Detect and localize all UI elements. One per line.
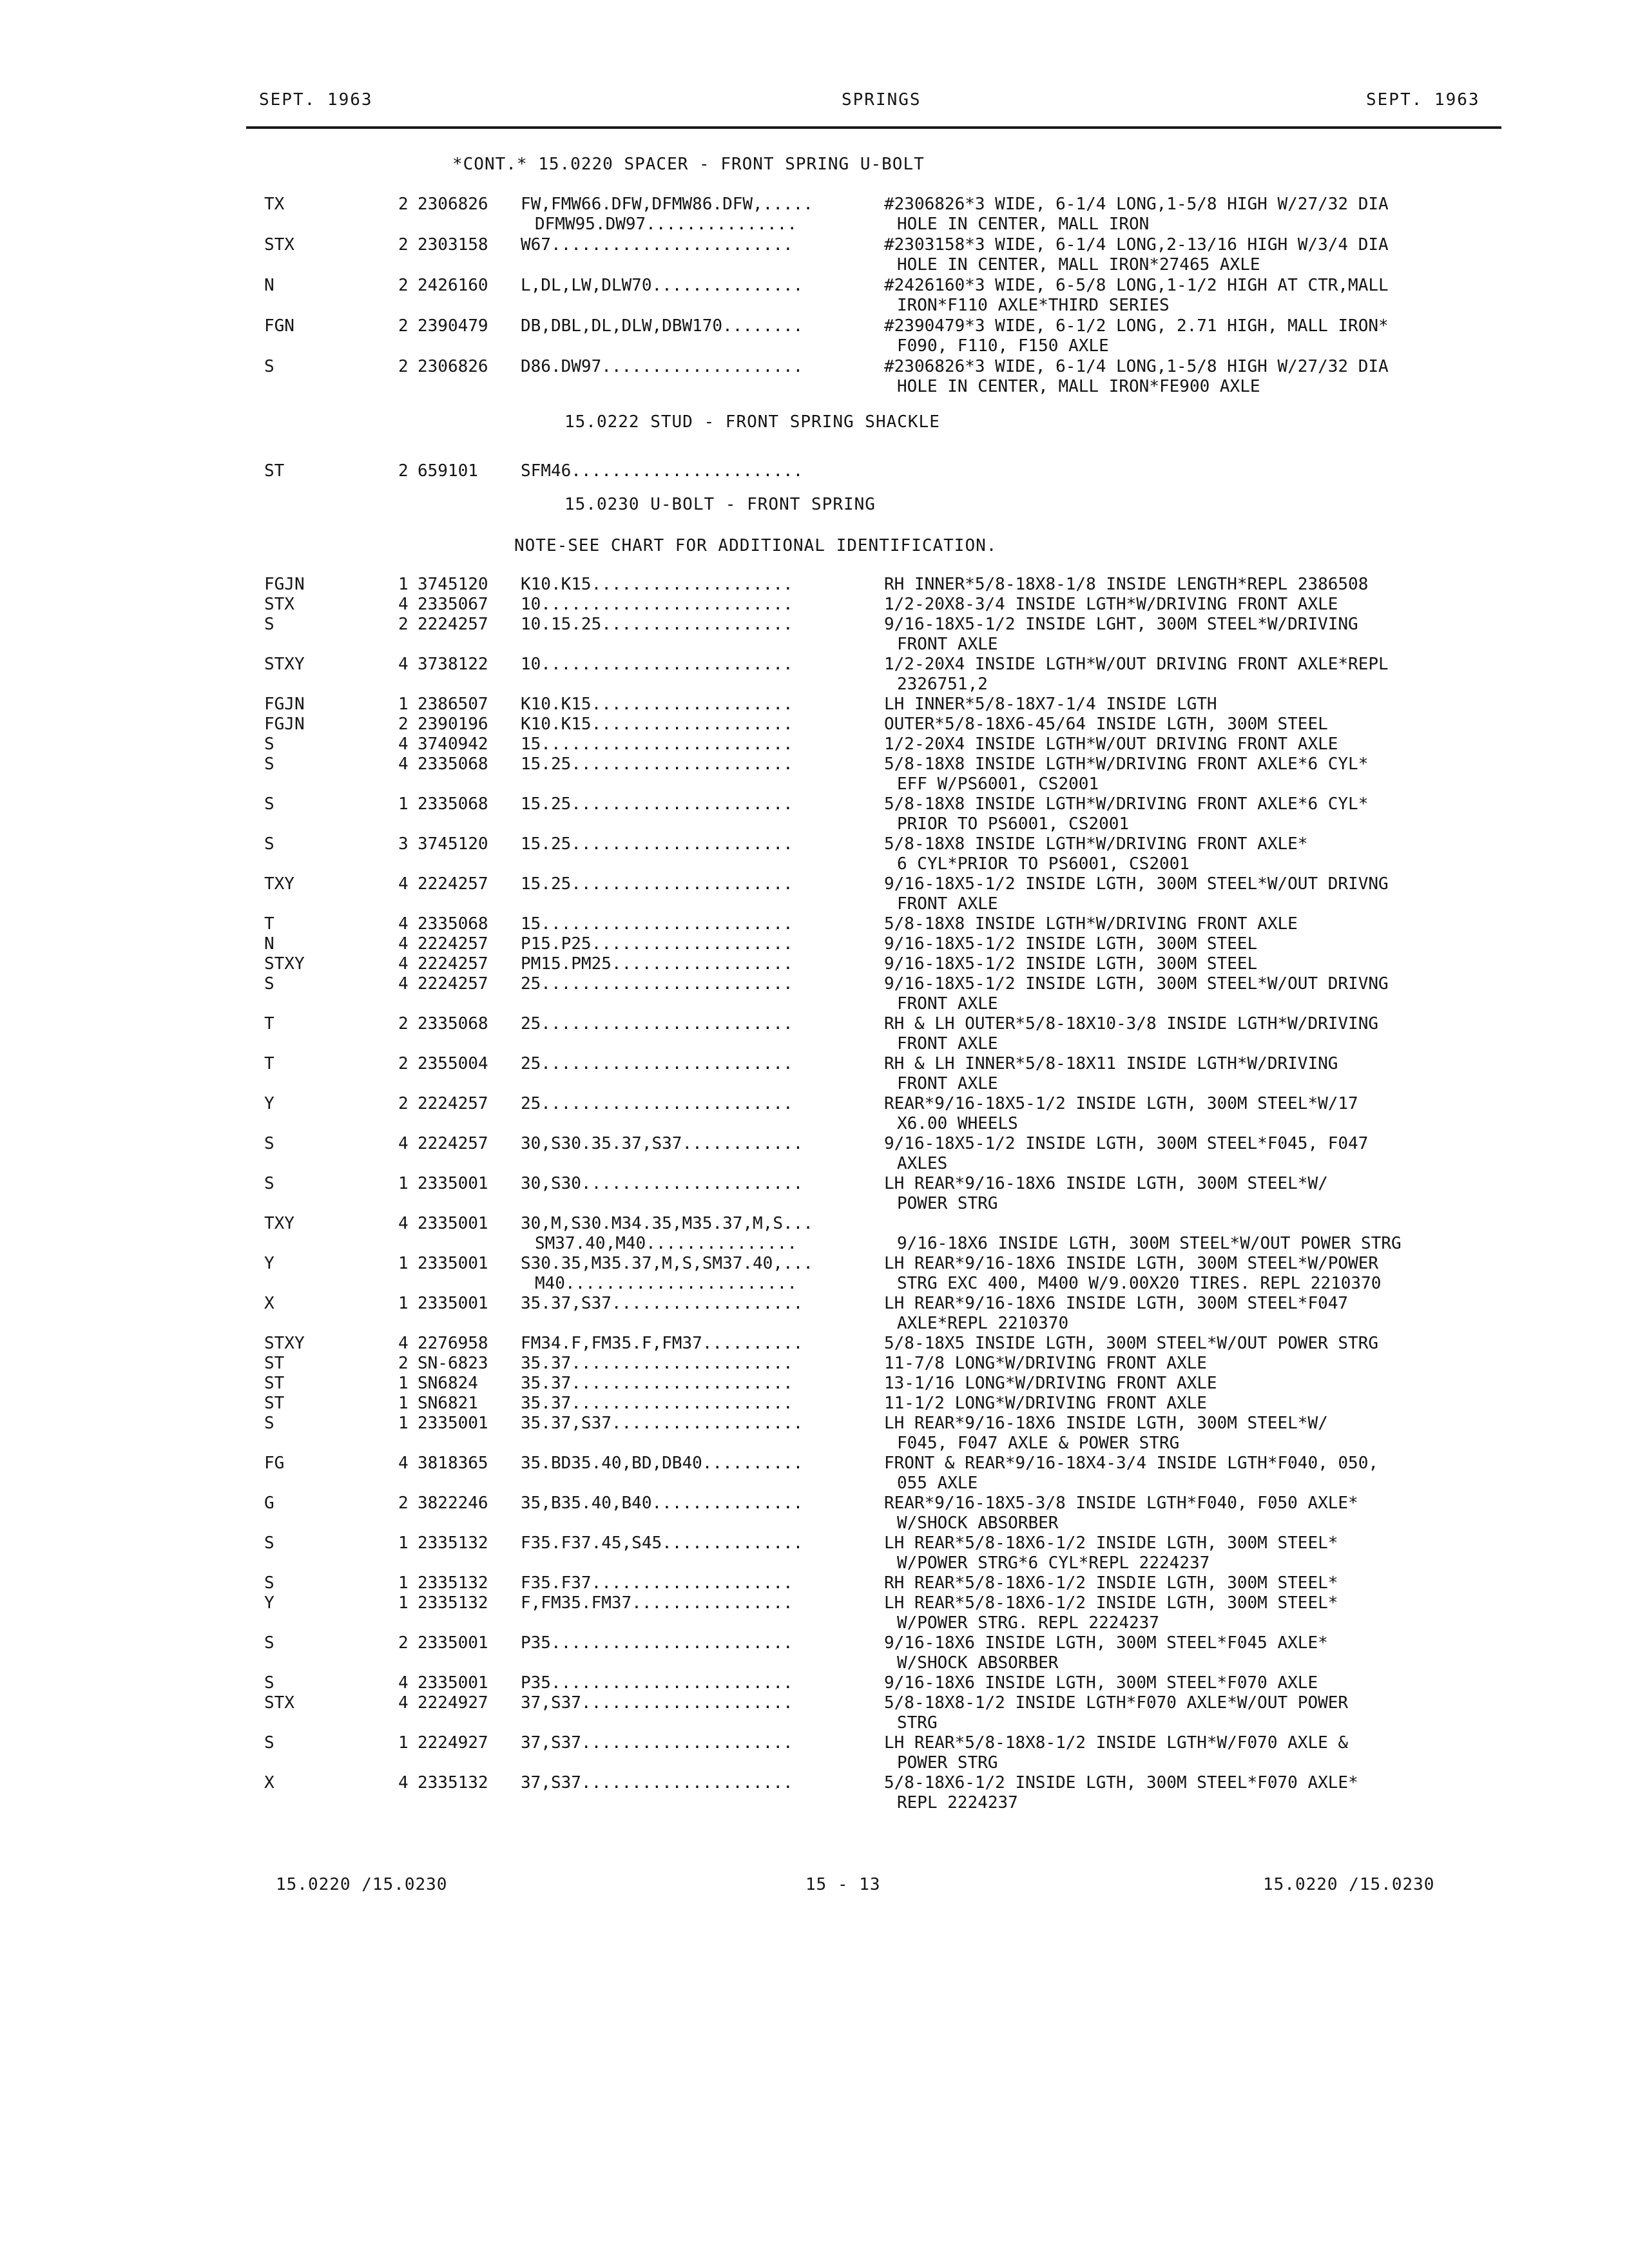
row-qty: 2: [398, 1633, 409, 1653]
row-code: TXY: [264, 874, 294, 894]
row-code: S: [264, 357, 275, 376]
row-part-number: 2355004: [418, 1054, 488, 1073]
row-model: L,DL,LW,DLW70...............: [521, 276, 804, 295]
row-code: FGJN: [264, 575, 305, 594]
row-qty: 4: [398, 1693, 409, 1713]
row-description: LH REAR*9/16-18X6 INSIDE LGTH, 300M STEEL*W/POWER: [884, 1254, 1379, 1273]
row-model: 15.25......................: [521, 794, 793, 814]
row-qty: 1: [398, 1573, 409, 1593]
row-part-number: 2224257: [418, 974, 488, 994]
row-part-number: 3745120: [418, 575, 488, 594]
row-qty: 2: [398, 1014, 409, 1033]
row-description: #2390479*3 WIDE, 6-1/2 LONG, 2.71 HIGH, MALL IRON*: [884, 316, 1389, 336]
row-code: FGN: [264, 316, 294, 336]
row-description: 9/16-18X5-1/2 INSIDE LGTH, 300M STEEL*F045, F047: [884, 1134, 1369, 1153]
row-description: 1/2-20X8-3/4 INSIDE LGTH*W/DRIVING FRONT AXLE: [884, 595, 1338, 614]
row-description: FRONT AXLE: [897, 994, 998, 1014]
row-description: 6 CYL*PRIOR TO PS6001, CS2001: [897, 854, 1190, 874]
section-note: NOTE-SEE CHART FOR ADDITIONAL IDENTIFICATION.: [514, 536, 998, 555]
row-part-number: 2224927: [418, 1693, 488, 1713]
row-description: FRONT AXLE: [897, 1034, 998, 1053]
row-model: P35........................: [521, 1673, 793, 1693]
row-qty: 4: [398, 595, 409, 614]
row-qty: 2: [398, 357, 409, 376]
row-description: LH REAR*5/8-18X6-1/2 INSIDE LGTH, 300M STEEL*: [884, 1593, 1338, 1613]
row-qty: 2: [398, 316, 409, 336]
row-code: S: [264, 1733, 275, 1753]
row-part-number: SN-6823: [418, 1354, 488, 1373]
row-qty: 1: [398, 1374, 409, 1393]
row-code: T: [264, 914, 275, 934]
row-model: 25.........................: [521, 1014, 793, 1033]
row-code: X: [264, 1773, 275, 1792]
header-date-left: SEPT. 1963: [259, 90, 373, 110]
row-part-number: 2224257: [418, 1134, 488, 1153]
row-model: 30,S30......................: [521, 1174, 804, 1193]
row-model: 25.........................: [521, 1054, 793, 1073]
row-description: EFF W/PS6001, CS2001: [897, 774, 1099, 794]
row-description: 5/8-18X6-1/2 INSIDE LGTH, 300M STEEL*F070 AXLE*: [884, 1773, 1358, 1792]
row-description: REAR*9/16-18X5-1/2 INSIDE LGTH, 300M STEEL*W/17: [884, 1094, 1358, 1113]
row-model: P15.P25....................: [521, 934, 793, 954]
row-qty: 4: [398, 1673, 409, 1693]
row-description: 11-1/2 LONG*W/DRIVING FRONT AXLE: [884, 1394, 1207, 1413]
row-model: 35,B35.40,B40...............: [521, 1494, 804, 1513]
header-rule: [246, 126, 1501, 129]
row-model: D86.DW97....................: [521, 357, 804, 376]
row-description: OUTER*5/8-18X6-45/64 INSIDE LGTH, 300M STEEL: [884, 715, 1328, 734]
row-part-number: 2335001: [418, 1414, 488, 1433]
row-code: T: [264, 1014, 275, 1033]
row-qty: 4: [398, 1134, 409, 1153]
row-part-number: 2276958: [418, 1334, 488, 1353]
row-part-number: 2335001: [418, 1174, 488, 1193]
row-part-number: 2386507: [418, 695, 488, 714]
row-model: 35.BD35.40,BD,DB40..........: [521, 1454, 804, 1473]
row-code: X: [264, 1294, 275, 1313]
footer-page-number: 15 - 13: [805, 1875, 881, 1894]
row-description: F090, F110, F150 AXLE: [897, 336, 1109, 356]
row-part-number: 2224257: [418, 934, 488, 954]
row-code: TX: [264, 195, 285, 214]
row-code: S: [264, 1533, 275, 1553]
row-code: S: [264, 1414, 275, 1433]
row-description: F045, F047 AXLE & POWER STRG: [897, 1434, 1180, 1453]
row-description: W/SHOCK ABSORBER: [897, 1514, 1059, 1533]
row-model: 10.15.25...................: [521, 615, 793, 634]
row-model: 15.25......................: [521, 874, 793, 894]
row-model: 15.25......................: [521, 754, 793, 774]
row-model: SFM46.......................: [521, 461, 804, 481]
row-model: FW,FMW66.DFW,DFMW86.DFW,.....: [521, 195, 813, 214]
row-qty: 2: [398, 195, 409, 214]
row-qty: 4: [398, 934, 409, 954]
row-model: 15.........................: [521, 914, 793, 934]
row-part-number: 2224257: [418, 954, 488, 974]
row-description: AXLES: [897, 1154, 948, 1173]
row-part-number: 2224257: [418, 615, 488, 634]
row-description: 9/16-18X5-1/2 INSIDE LGTH, 300M STEEL: [884, 934, 1258, 954]
row-model: 37,S37.....................: [521, 1693, 793, 1713]
row-description: 9/16-18X5-1/2 INSIDE LGTH, 300M STEEL*W/OUT DRIVNG: [884, 974, 1389, 994]
row-description: LH REAR*5/8-18X8-1/2 INSIDE LGTH*W/F070 AXLE &: [884, 1733, 1349, 1753]
row-description: W/POWER STRG. REPL 2224237: [897, 1613, 1159, 1633]
row-description: 11-7/8 LONG*W/DRIVING FRONT AXLE: [884, 1354, 1207, 1373]
row-model: M40.......................: [535, 1274, 797, 1293]
row-part-number: 2426160: [418, 276, 488, 295]
row-description: RH INNER*5/8-18X8-1/8 INSIDE LENGTH*REPL 2386508: [884, 575, 1369, 594]
row-qty: 1: [398, 575, 409, 594]
row-part-number: 2335001: [418, 1633, 488, 1653]
row-qty: 4: [398, 954, 409, 974]
row-description: #2306826*3 WIDE, 6-1/4 LONG,1-5/8 HIGH W/27/32 DIA: [884, 195, 1389, 214]
row-part-number: 2335001: [418, 1214, 488, 1233]
row-description: 5/8-18X5 INSIDE LGTH, 300M STEEL*W/OUT POWER STRG: [884, 1334, 1379, 1353]
row-part-number: SN6824: [418, 1374, 478, 1393]
row-code: N: [264, 934, 275, 954]
row-model: 37,S37.....................: [521, 1773, 793, 1792]
row-code: STX: [264, 595, 294, 614]
row-description: W/POWER STRG*6 CYL*REPL 2224237: [897, 1553, 1210, 1573]
row-code: T: [264, 1054, 275, 1073]
row-description: 2326751,2: [897, 675, 988, 694]
row-part-number: 3740942: [418, 735, 488, 754]
row-description: RH & LH INNER*5/8-18X11 INSIDE LGTH*W/DRIVING: [884, 1054, 1338, 1073]
row-description: LH INNER*5/8-18X7-1/4 INSIDE LGTH: [884, 695, 1217, 714]
row-qty: 1: [398, 1533, 409, 1553]
row-description: 9/16-18X5-1/2 INSIDE LGHT, 300M STEEL*W/DRIVING: [884, 615, 1358, 634]
header-title: SPRINGS: [842, 90, 921, 110]
row-code: N: [264, 276, 275, 295]
row-code: G: [264, 1494, 275, 1513]
row-description: LH REAR*9/16-18X6 INSIDE LGTH, 300M STEEL*F047: [884, 1294, 1349, 1313]
section-heading: 15.0222 STUD - FRONT SPRING SHACKLE: [564, 412, 940, 432]
row-description: 9/16-18X5-1/2 INSIDE LGTH, 300M STEEL*W/OUT DRIVNG: [884, 874, 1389, 894]
row-model: K10.K15....................: [521, 575, 793, 594]
row-part-number: 2390479: [418, 316, 488, 336]
row-description: STRG EXC 400, M400 W/9.00X20 TIRES. REPL 2210370: [897, 1274, 1382, 1293]
row-description: HOLE IN CENTER, MALL IRON: [897, 215, 1150, 234]
row-description: LH REAR*9/16-18X6 INSIDE LGTH, 300M STEEL*W/: [884, 1174, 1328, 1193]
row-model: K10.K15....................: [521, 715, 793, 734]
row-code: S: [264, 1673, 275, 1693]
row-description: 13-1/16 LONG*W/DRIVING FRONT AXLE: [884, 1374, 1217, 1393]
row-description: 1/2-20X4 INSIDE LGTH*W/OUT DRIVING FRONT AXLE*REPL: [884, 655, 1389, 674]
row-model: 30,S30.35.37,S37............: [521, 1134, 804, 1153]
row-code: FG: [264, 1454, 285, 1473]
footer-range-right: 15.0220 /15.0230: [1263, 1875, 1435, 1894]
row-description: 5/8-18X8 INSIDE LGTH*W/DRIVING FRONT AXLE: [884, 914, 1298, 934]
row-qty: 2: [398, 461, 409, 481]
row-description: IRON*F110 AXLE*THIRD SERIES: [897, 296, 1170, 315]
row-description: 1/2-20X4 INSIDE LGTH*W/OUT DRIVING FRONT AXLE: [884, 735, 1338, 754]
row-part-number: 659101: [418, 461, 478, 481]
row-description: 9/16-18X6 INSIDE LGTH, 300M STEEL*W/OUT POWER STRG: [897, 1234, 1402, 1253]
row-part-number: 2306826: [418, 195, 488, 214]
row-qty: 4: [398, 1214, 409, 1233]
row-description: HOLE IN CENTER, MALL IRON*27465 AXLE: [897, 255, 1260, 274]
row-code: S: [264, 615, 275, 634]
row-description: 5/8-18X8-1/2 INSIDE LGTH*F070 AXLE*W/OUT POWER: [884, 1693, 1349, 1713]
row-qty: 1: [398, 1394, 409, 1413]
row-qty: 4: [398, 914, 409, 934]
row-qty: 4: [398, 874, 409, 894]
row-model: 15.25......................: [521, 834, 793, 854]
row-code: S: [264, 974, 275, 994]
row-qty: 2: [398, 615, 409, 634]
row-qty: 1: [398, 695, 409, 714]
row-code: STXY: [264, 954, 305, 974]
row-code: S: [264, 1174, 275, 1193]
row-description: REPL 2224237: [897, 1793, 1018, 1812]
row-description: X6.00 WHEELS: [897, 1114, 1018, 1133]
row-description: [884, 1214, 1599, 1233]
row-model: S30.35,M35.37,M,S,SM37.40,...: [521, 1254, 813, 1273]
section-heading: 15.0230 U-BOLT - FRONT SPRING: [564, 495, 876, 514]
row-model: 10.........................: [521, 595, 793, 614]
row-code: S: [264, 754, 275, 774]
row-description: LH REAR*5/8-18X6-1/2 INSIDE LGTH, 300M STEEL*: [884, 1533, 1338, 1553]
row-code: S: [264, 1573, 275, 1593]
row-part-number: 3822246: [418, 1494, 488, 1513]
row-description: 9/16-18X6 INSIDE LGTH, 300M STEEL*F045 AXLE*: [884, 1633, 1328, 1653]
row-qty: 1: [398, 1414, 409, 1433]
row-description: FRONT AXLE: [897, 635, 998, 654]
row-part-number: 2335067: [418, 595, 488, 614]
row-code: S: [264, 794, 275, 814]
row-model: DB,DBL,DL,DLW,DBW170........: [521, 316, 804, 336]
row-description: AXLE*REPL 2210370: [897, 1314, 1069, 1333]
row-qty: 4: [398, 735, 409, 754]
row-part-number: 3745120: [418, 834, 488, 854]
row-model: P35........................: [521, 1633, 793, 1653]
row-part-number: 2335068: [418, 914, 488, 934]
row-description: 5/8-18X8 INSIDE LGTH*W/DRIVING FRONT AXLE*6 CYL*: [884, 754, 1369, 774]
row-qty: 4: [398, 974, 409, 994]
row-qty: 2: [398, 1494, 409, 1513]
row-description: [884, 461, 1599, 481]
row-code: ST: [264, 1374, 285, 1393]
row-model: 25.........................: [521, 974, 793, 994]
row-qty: 2: [398, 276, 409, 295]
row-model: DFMW95.DW97...............: [535, 215, 797, 234]
row-code: FGJN: [264, 695, 305, 714]
row-part-number: 2335068: [418, 754, 488, 774]
row-qty: 4: [398, 754, 409, 774]
row-model: SM37.40,M40...............: [535, 1234, 797, 1253]
row-qty: 3: [398, 834, 409, 854]
row-code: Y: [264, 1593, 275, 1613]
row-code: ST: [264, 1354, 285, 1373]
row-part-number: 2335132: [418, 1573, 488, 1593]
row-part-number: 2224927: [418, 1733, 488, 1753]
row-code: TXY: [264, 1214, 294, 1233]
row-part-number: 2335001: [418, 1673, 488, 1693]
row-description: PRIOR TO PS6001, CS2001: [897, 814, 1130, 834]
row-code: S: [264, 1134, 275, 1153]
row-part-number: 2224257: [418, 1094, 488, 1113]
row-part-number: 2335001: [418, 1254, 488, 1273]
row-code: Y: [264, 1094, 275, 1113]
row-model: FM34.F,FM35.F,FM37..........: [521, 1334, 804, 1353]
row-part-number: 2224257: [418, 874, 488, 894]
row-description: 5/8-18X8 INSIDE LGTH*W/DRIVING FRONT AXLE*: [884, 834, 1308, 854]
row-qty: 4: [398, 655, 409, 674]
row-code: ST: [264, 461, 285, 481]
row-description: POWER STRG: [897, 1753, 998, 1773]
row-qty: 2: [398, 715, 409, 734]
row-qty: 2: [398, 1354, 409, 1373]
row-model: 35.37......................: [521, 1354, 793, 1373]
row-part-number: 2390196: [418, 715, 488, 734]
row-model: PM15.PM25..................: [521, 954, 793, 974]
row-qty: 1: [398, 1593, 409, 1613]
row-model: 35.37......................: [521, 1394, 793, 1413]
row-description: FRONT AXLE: [897, 1074, 998, 1093]
row-part-number: 3818365: [418, 1454, 488, 1473]
row-description: 9/16-18X6 INSIDE LGTH, 300M STEEL*F070 AXLE: [884, 1673, 1318, 1693]
row-description: 9/16-18X5-1/2 INSIDE LGTH, 300M STEEL: [884, 954, 1258, 974]
row-description: 055 AXLE: [897, 1474, 978, 1493]
row-model: 37,S37.....................: [521, 1733, 793, 1753]
row-code: ST: [264, 1394, 285, 1413]
row-model: 35.37,S37...................: [521, 1294, 804, 1313]
row-code: FGJN: [264, 715, 305, 734]
row-description: LH REAR*9/16-18X6 INSIDE LGTH, 300M STEEL*W/: [884, 1414, 1328, 1433]
row-part-number: 2335132: [418, 1593, 488, 1613]
row-part-number: 2335068: [418, 1014, 488, 1033]
row-description: STRG: [897, 1713, 938, 1733]
row-model: 25.........................: [521, 1094, 793, 1113]
row-code: S: [264, 1633, 275, 1653]
row-code: Y: [264, 1254, 275, 1273]
row-part-number: 2335068: [418, 794, 488, 814]
row-code: STXY: [264, 655, 305, 674]
row-model: 35.37,S37...................: [521, 1414, 804, 1433]
row-code: S: [264, 735, 275, 754]
row-model: F35.F37....................: [521, 1573, 793, 1593]
row-description: POWER STRG: [897, 1194, 998, 1213]
row-qty: 4: [398, 1334, 409, 1353]
row-part-number: 2306826: [418, 357, 488, 376]
row-model: F35.F37.45,S45..............: [521, 1533, 804, 1553]
row-model: 10.........................: [521, 655, 793, 674]
row-model: W67........................: [521, 235, 793, 255]
row-description: 5/8-18X8 INSIDE LGTH*W/DRIVING FRONT AXLE*6 CYL*: [884, 794, 1369, 814]
row-model: 35.37......................: [521, 1374, 793, 1393]
row-description: #2306826*3 WIDE, 6-1/4 LONG,1-5/8 HIGH W/27/32 DIA: [884, 357, 1389, 376]
row-model: 30,M,S30.M34.35,M35.37,M,S...: [521, 1214, 813, 1233]
row-model: 15.........................: [521, 735, 793, 754]
row-part-number: 2303158: [418, 235, 488, 255]
row-qty: 2: [398, 1054, 409, 1073]
row-code: S: [264, 834, 275, 854]
row-description: RH REAR*5/8-18X6-1/2 INSDIE LGTH, 300M STEEL*: [884, 1573, 1338, 1593]
row-qty: 1: [398, 794, 409, 814]
row-code: STX: [264, 1693, 294, 1713]
row-qty: 1: [398, 1254, 409, 1273]
row-qty: 1: [398, 1174, 409, 1193]
row-description: #2303158*3 WIDE, 6-1/4 LONG,2-13/16 HIGH W/3/4 DIA: [884, 235, 1389, 255]
section-heading: *CONT.* 15.0220 SPACER - FRONT SPRING U-BOLT: [452, 155, 925, 174]
row-code: STX: [264, 235, 294, 255]
row-qty: 1: [398, 1294, 409, 1313]
row-description: RH & LH OUTER*5/8-18X10-3/8 INSIDE LGTH*W/DRIVING: [884, 1014, 1379, 1033]
row-qty: 4: [398, 1454, 409, 1473]
row-qty: 2: [398, 235, 409, 255]
row-description: HOLE IN CENTER, MALL IRON*FE900 AXLE: [897, 377, 1260, 396]
row-part-number: 2335132: [418, 1773, 488, 1792]
row-model: F,FM35.FM37................: [521, 1593, 793, 1613]
row-model: K10.K15....................: [521, 695, 793, 714]
row-qty: 4: [398, 1773, 409, 1792]
row-part-number: SN6821: [418, 1394, 478, 1413]
footer-range-left: 15.0220 /15.0230: [276, 1875, 448, 1894]
row-description: REAR*9/16-18X5-3/8 INSIDE LGTH*F040, F050 AXLE*: [884, 1494, 1358, 1513]
row-description: W/SHOCK ABSORBER: [897, 1653, 1059, 1673]
row-part-number: 2335001: [418, 1294, 488, 1313]
header-date-right: SEPT. 1963: [1366, 90, 1480, 110]
row-description: #2426160*3 WIDE, 6-5/8 LONG,1-1/2 HIGH AT CTR,MALL: [884, 276, 1389, 295]
row-part-number: 3738122: [418, 655, 488, 674]
row-part-number: 2335132: [418, 1533, 488, 1553]
row-description: FRONT & REAR*9/16-18X4-3/4 INSIDE LGTH*F040, 050,: [884, 1454, 1379, 1473]
row-qty: 1: [398, 1733, 409, 1753]
row-description: FRONT AXLE: [897, 894, 998, 914]
row-code: STXY: [264, 1334, 305, 1353]
row-qty: 2: [398, 1094, 409, 1113]
